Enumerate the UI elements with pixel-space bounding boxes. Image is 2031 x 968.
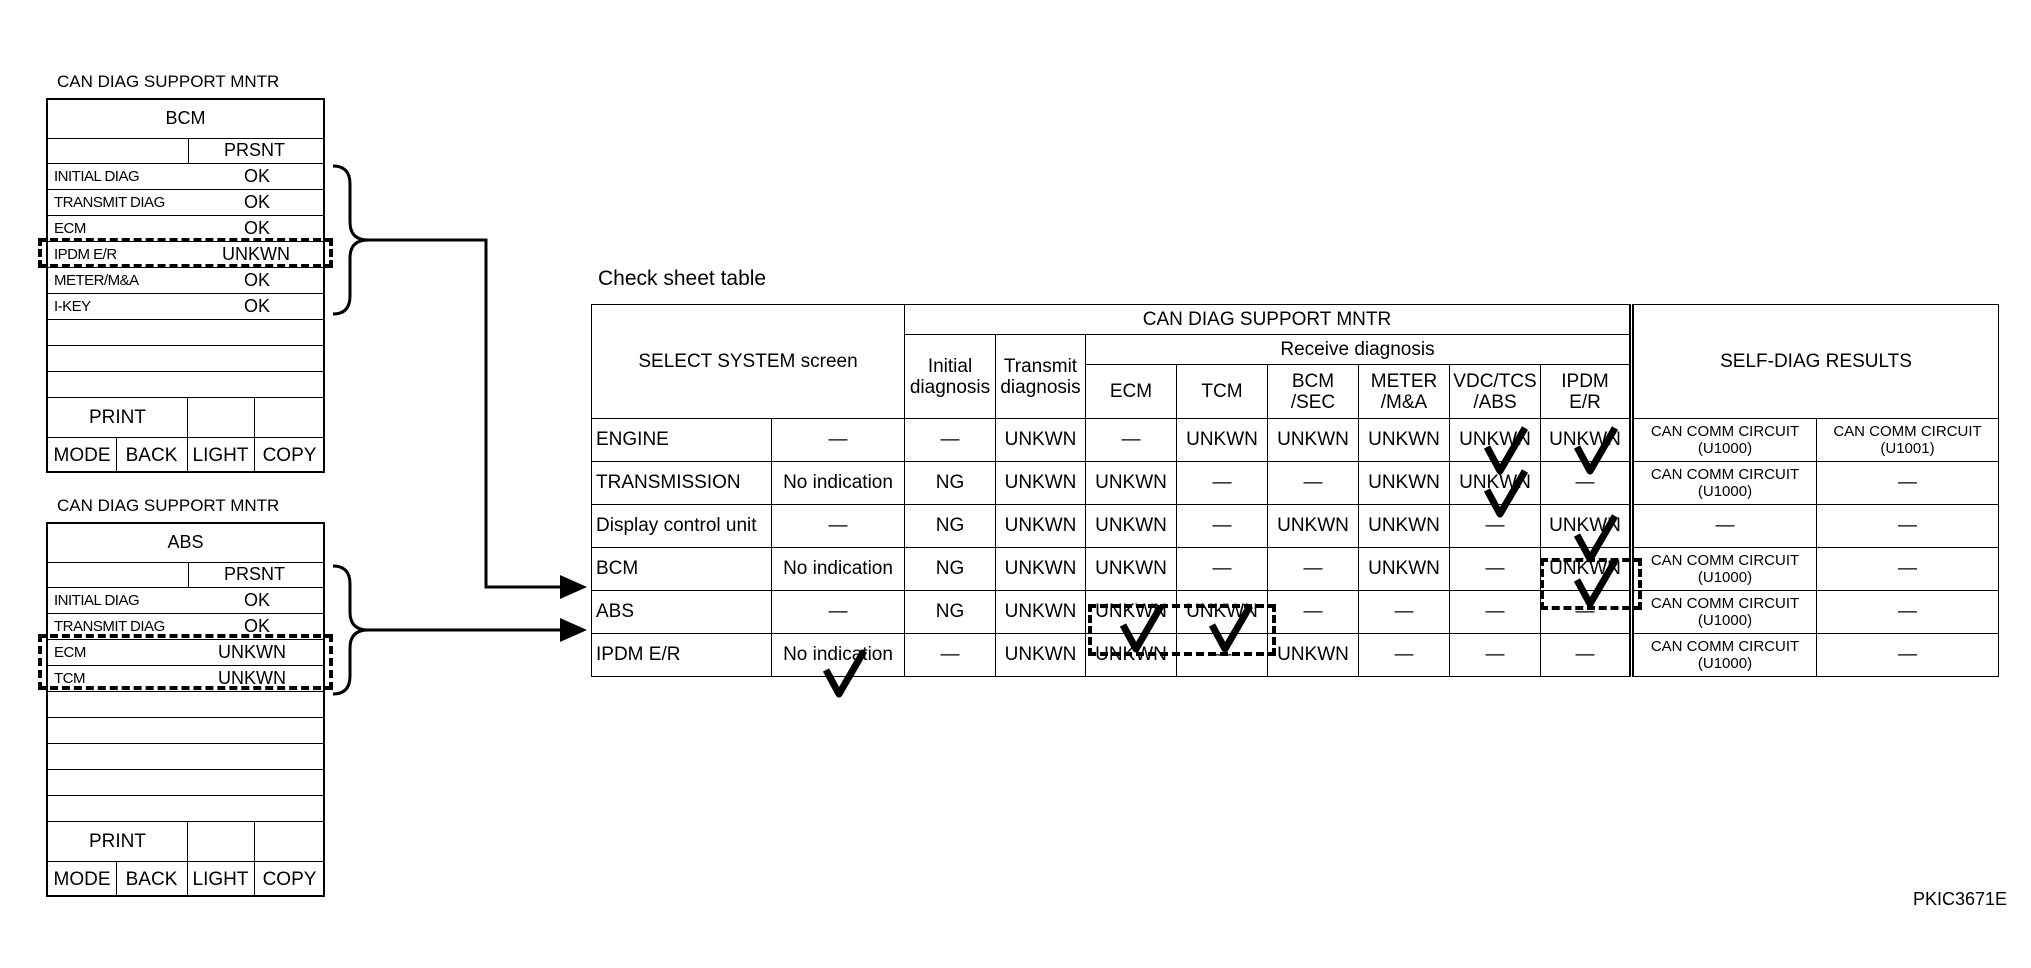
arrow-head-icon	[560, 575, 587, 599]
tcm-cell: —	[1177, 462, 1268, 505]
screen2-item-value: UNKWN	[218, 642, 286, 662]
indication-cell: No indication	[772, 634, 905, 677]
transmit-cell: UNKWN	[996, 505, 1086, 548]
self-diag-header: SELF-DIAG RESULTS	[1632, 305, 1999, 419]
screen1-item-value: OK	[244, 166, 271, 186]
checkmark-icon	[1577, 561, 1615, 604]
bcm-cell: UNKWN	[1268, 419, 1359, 462]
transmit-cell: UNKWN	[996, 419, 1086, 462]
checkmark-icon	[1577, 516, 1615, 559]
ecm-cell: UNKWN	[1086, 548, 1177, 591]
bcm-cell: —	[1268, 462, 1359, 505]
checkmark-icon	[1487, 428, 1525, 471]
screen1-item-value: OK	[244, 192, 271, 212]
select-system-header: SELECT SYSTEM screen	[592, 305, 905, 419]
screen2-item-value: OK	[244, 590, 271, 610]
screen2-item-label: INITIAL DIAG	[54, 592, 140, 609]
screen1-title: CAN DIAG SUPPORT MNTR	[57, 72, 280, 91]
figure-reference-code: PKIC3671E	[1912, 889, 2007, 909]
transmit-cell: UNKWN	[996, 462, 1086, 505]
vdc-cell: —	[1450, 505, 1541, 548]
meter-cell: UNKWN	[1359, 462, 1450, 505]
back-button[interactable]: BACK	[125, 869, 178, 890]
indication-cell: No indication	[772, 548, 905, 591]
checkmark-icon	[826, 651, 864, 694]
print-button[interactable]: PRINT	[89, 407, 146, 428]
ipdm-cell: —	[1541, 591, 1632, 634]
screen2-column-header: PRSNT	[224, 564, 286, 584]
ipdm-cell: —	[1541, 462, 1632, 505]
bcm-sec-header: BCM /SEC	[1268, 365, 1359, 419]
self-diag-cell: —	[1817, 462, 1999, 505]
screen1-item-value: OK	[244, 218, 271, 238]
self-diag-cell: —	[1632, 505, 1817, 548]
tcm-cell: UNKWN	[1177, 591, 1268, 634]
transmit-diagnosis-header: Transmit diagnosis	[996, 335, 1086, 419]
screen2-title: CAN DIAG SUPPORT MNTR	[57, 496, 280, 515]
ecm-cell: —	[1086, 419, 1177, 462]
meter-cell: —	[1359, 634, 1450, 677]
screen2-system-name: ABS	[167, 532, 204, 552]
tcm-cell: UNKWN	[1177, 419, 1268, 462]
vdc-tcs-abs-header: VDC/TCS /ABS	[1450, 365, 1541, 419]
screen1-item-label: TRANSMIT DIAG	[54, 194, 165, 211]
screen1-item-label: METER/M&A	[54, 272, 139, 289]
screen2-item-label: ECM	[54, 644, 86, 661]
self-diag-cell: CAN COMM CIRCUIT (U1000)	[1632, 591, 1817, 634]
mode-button[interactable]: MODE	[53, 869, 111, 890]
initial-cell: NG	[905, 548, 996, 591]
checkmark-icon	[1212, 606, 1250, 649]
screen1-item-value: OK	[244, 270, 271, 290]
self-diag-cell: —	[1817, 591, 1999, 634]
tcm-cell: —	[1177, 505, 1268, 548]
ipdm-cell: —	[1541, 634, 1632, 677]
initial-cell: —	[905, 634, 996, 677]
self-diag-cell: —	[1817, 634, 1999, 677]
self-diag-cell: —	[1817, 505, 1999, 548]
ecm-header: ECM	[1086, 365, 1177, 419]
system-cell: TRANSMISSION	[592, 462, 772, 505]
back-button[interactable]: BACK	[125, 445, 178, 466]
meter-cell: —	[1359, 591, 1450, 634]
self-diag-cell: CAN COMM CIRCUIT (U1000)	[1632, 462, 1817, 505]
ipdm-cell: UNKWN	[1541, 548, 1632, 591]
ecm-cell: UNKWN	[1086, 462, 1177, 505]
transmit-cell: UNKWN	[996, 591, 1086, 634]
system-cell: IPDM E/R	[592, 634, 772, 677]
screen2-item-value: OK	[244, 616, 271, 636]
screen2-item-label: TCM	[54, 670, 85, 687]
screen1-item-label: I-KEY	[54, 298, 91, 315]
transmit-cell: UNKWN	[996, 634, 1086, 677]
vdc-cell: —	[1450, 591, 1541, 634]
initial-cell: NG	[905, 591, 996, 634]
self-diag-cell: CAN COMM CIRCUIT (U1000)	[1632, 419, 1817, 462]
tcm-cell: —	[1177, 634, 1268, 677]
self-diag-cell: CAN COMM CIRCUIT (U1000)	[1632, 634, 1817, 677]
bcm-cell: —	[1268, 591, 1359, 634]
indication-cell: No indication	[772, 462, 905, 505]
system-cell: BCM	[592, 548, 772, 591]
initial-cell: —	[905, 419, 996, 462]
indication-cell: —	[772, 419, 905, 462]
meter-header: METER /M&A	[1359, 365, 1450, 419]
mode-button[interactable]: MODE	[53, 445, 111, 466]
screen1-item-label: IPDM E/R	[54, 246, 117, 263]
arrow-head-icon	[560, 618, 587, 642]
arrow-to-bcm-row	[368, 240, 562, 587]
checkmark-icon	[1577, 428, 1615, 471]
transmit-cell: UNKWN	[996, 548, 1086, 591]
checkmark-icon	[1123, 606, 1161, 649]
light-button[interactable]: LIGHT	[192, 445, 249, 466]
self-diag-cell: —	[1817, 548, 1999, 591]
brace-icon	[333, 566, 368, 694]
brace-icon	[333, 166, 368, 314]
ecm-cell: UNKWN	[1086, 505, 1177, 548]
self-diag-cell: CAN COMM CIRCUIT (U1001)	[1817, 419, 1999, 462]
ipdm-cell: UNKWN	[1541, 505, 1632, 548]
screen1-item-value: UNKWN	[222, 244, 290, 264]
screen1-item-value: OK	[244, 296, 271, 316]
vdc-cell: UNKWN	[1450, 419, 1541, 462]
meter-cell: UNKWN	[1359, 505, 1450, 548]
screen2-item-value: UNKWN	[218, 668, 286, 688]
ipdm-cell: UNKWN	[1541, 419, 1632, 462]
indication-cell: —	[772, 505, 905, 548]
system-cell: Display control unit	[592, 505, 772, 548]
system-cell: ABS	[592, 591, 772, 634]
ecm-cell: UNKWN	[1086, 634, 1177, 677]
indication-cell: —	[772, 591, 905, 634]
can-diag-header: CAN DIAG SUPPORT MNTR	[905, 305, 1632, 335]
checkmark-icon	[1487, 471, 1525, 514]
meter-cell: UNKWN	[1359, 419, 1450, 462]
light-button[interactable]: LIGHT	[192, 869, 249, 890]
initial-diagnosis-header: Initial diagnosis	[905, 335, 996, 419]
screen1-item-label: INITIAL DIAG	[54, 168, 140, 185]
bcm-cell: UNKWN	[1268, 505, 1359, 548]
ipdm-header: IPDM E/R	[1541, 365, 1632, 419]
bcm-cell: —	[1268, 548, 1359, 591]
vdc-cell: —	[1450, 548, 1541, 591]
meter-cell: UNKWN	[1359, 548, 1450, 591]
initial-cell: NG	[905, 462, 996, 505]
tcm-cell: —	[1177, 548, 1268, 591]
system-cell: ENGINE	[592, 419, 772, 462]
print-button[interactable]: PRINT	[89, 831, 146, 852]
tcm-header: TCM	[1177, 365, 1268, 419]
copy-button[interactable]: COPY	[262, 445, 317, 466]
screen1-item-label: ECM	[54, 220, 86, 237]
vdc-cell: UNKWN	[1450, 462, 1541, 505]
screen1-system-name: BCM	[165, 108, 206, 128]
check-sheet-title: Check sheet table	[598, 267, 767, 290]
vdc-cell: —	[1450, 634, 1541, 677]
screen1-column-header: PRSNT	[224, 140, 286, 160]
copy-button[interactable]: COPY	[262, 869, 317, 890]
bcm-cell: UNKWN	[1268, 634, 1359, 677]
self-diag-cell: CAN COMM CIRCUIT (U1000)	[1632, 548, 1817, 591]
ecm-cell: UNKWN	[1086, 591, 1177, 634]
screen2-item-label: TRANSMIT DIAG	[54, 618, 165, 635]
initial-cell: NG	[905, 505, 996, 548]
receive-diagnosis-header: Receive diagnosis	[1086, 335, 1632, 365]
